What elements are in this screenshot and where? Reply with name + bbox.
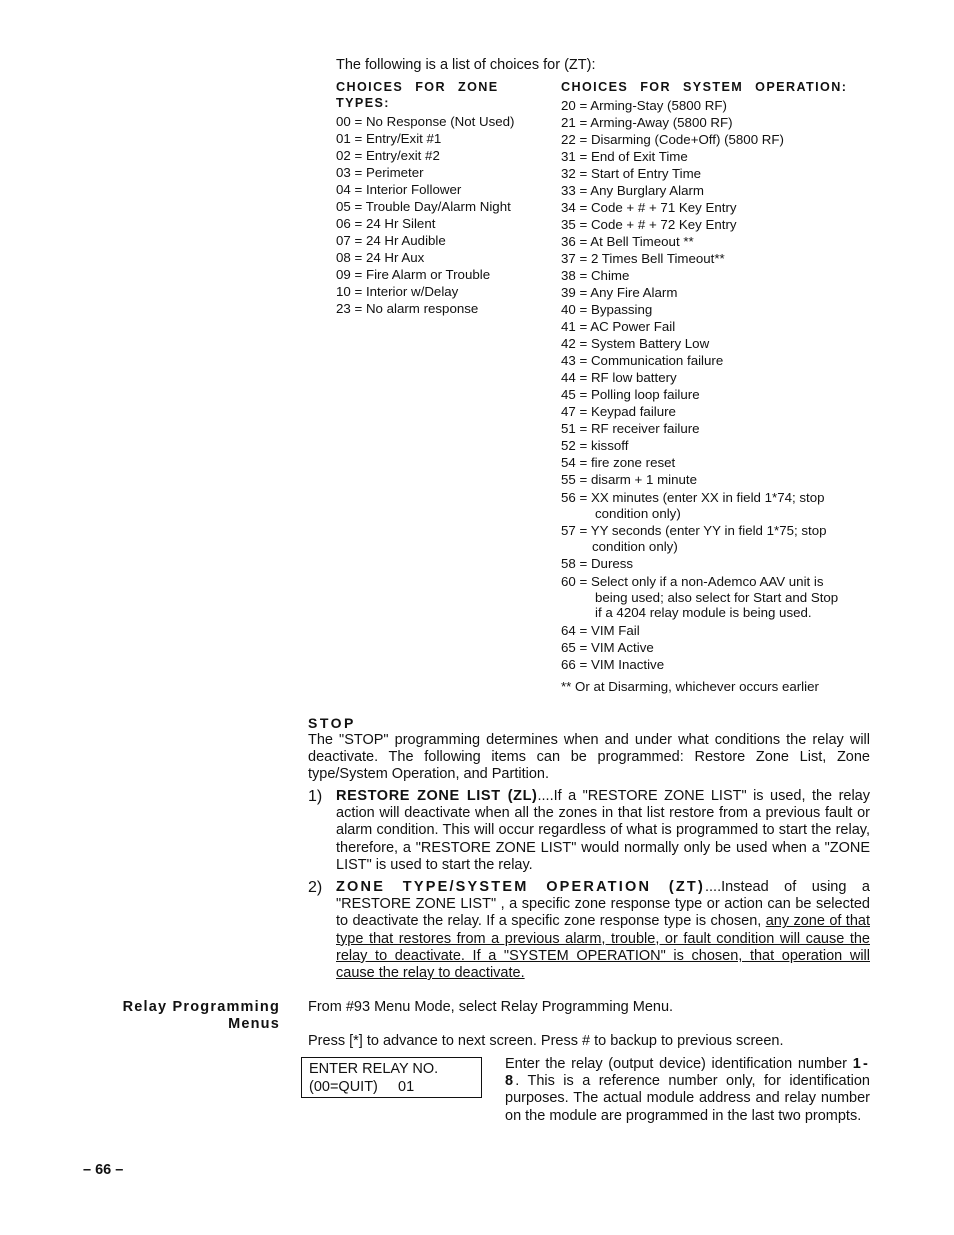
stop-paragraph: The "STOP" programming determines when and under what conditions the relay will deactivate. The following items can be programmed: Restore Zone List, Zone type/System Operation, and Partition. <box>308 732 870 783</box>
display-line-1: ENTER RELAY NO. <box>309 1061 439 1077</box>
relay-programming-side-heading: Relay Programming Menus <box>122 999 280 1032</box>
list-item: 33 = Any Burglary Alarm <box>561 183 705 198</box>
list-item: 20 = Arming-Stay (5800 RF) <box>561 98 727 113</box>
list-item: 21 = Arming-Away (5800 RF) <box>561 115 733 130</box>
list-item: 36 = At Bell Timeout ** <box>561 234 694 249</box>
list-item: 58 = Duress <box>561 556 634 571</box>
list-item: 03 = Perimeter <box>336 165 424 180</box>
list-item: 41 = AC Power Fail <box>561 319 676 334</box>
zone-type-system-operation-item <box>308 879 870 982</box>
list-item: 52 = kissoff <box>561 438 629 453</box>
item-text: ....If a "RESTORE ZONE LIST" is used, the relay action will deactivate when all the zones in that list restore from a previous fault or alarm condition. This will occur regardless of what is programmed to start the relay, therefore, a "RESTORE ZONE LIST" would normally only be used when a "ZONE LIST" is used to start the relay. <box>336 788 870 873</box>
list-item: 32 = Start of Entry Time <box>561 166 702 181</box>
list-item: 57 = YY seconds (enter YY in field 1*75; stop condition only) <box>561 523 827 554</box>
item-number: 2) <box>308 879 323 896</box>
list-item: 54 = fire zone reset <box>561 455 676 470</box>
list-item: 64 = VIM Fail <box>561 622 640 638</box>
display-line-2: (00=QUIT) 01 <box>309 1079 415 1095</box>
navigation-instruction: Press [*] to advance to next screen. Press # to backup to previous screen. <box>308 1033 784 1049</box>
list-item: 37 = 2 Times Bell Timeout** <box>561 251 725 266</box>
list-item: 43 = Communication failure <box>561 353 724 368</box>
menu-mode-instruction: From #93 Menu Mode, select Relay Programming Menu. <box>308 999 674 1015</box>
item-number: 1) <box>308 788 323 805</box>
list-item: 66 = VIM Inactive <box>561 656 665 672</box>
list-item: 00 = No Response (Not Used) <box>336 114 515 129</box>
list-item: 05 = Trouble Day/Alarm Night <box>336 199 511 214</box>
item-underlined-text: any zone of that type that restores from a previous alarm, trouble, or fault condition will cause the relay to deactivate. If a "SYSTEM OPERATION" is chosen, that operation will cause the relay to deactivate. <box>336 913 870 982</box>
list-item: 10 = Interior w/Delay <box>336 284 459 299</box>
keypad-display-box <box>301 1057 482 1098</box>
list-item: 06 = 24 Hr Silent <box>336 216 436 231</box>
list-item: 01 = Entry/Exit #1 <box>336 131 442 146</box>
relay-number-description: Enter the relay (output device) identification number 1-8. This is a reference number only, for identification purposes. The actual module address and relay number on the module are programmed in the last two prompts. <box>505 1056 870 1124</box>
list-item: 23 = No alarm response <box>336 301 479 316</box>
list-item: 02 = Entry/exit #2 <box>336 148 440 163</box>
system-operation-list <box>561 79 861 695</box>
list-item: 07 = 24 Hr Audible <box>336 233 446 248</box>
list-item: 34 = Code + # + 71 Key Entry <box>561 200 737 215</box>
list-item: 42 = System Battery Low <box>561 336 710 351</box>
list-item: 04 = Interior Follower <box>336 182 462 197</box>
list-item: 39 = Any Fire Alarm <box>561 285 678 300</box>
list-item: 22 = Disarming (Code+Off) (5800 RF) <box>561 132 784 147</box>
system-operation-heading: CHOICES FOR SYSTEM OPERATION: <box>561 80 848 94</box>
list-item: 47 = Keypad failure <box>561 404 676 419</box>
list-item: 45 = Polling loop failure <box>561 387 700 402</box>
stop-heading: STOP <box>308 715 356 731</box>
list-item: 08 = 24 Hr Aux <box>336 250 425 265</box>
list-item: 55 = disarm + 1 minute <box>561 472 697 487</box>
list-item: 56 = XX minutes (enter XX in field 1*74; stop condition only) <box>561 490 825 521</box>
zone-types-list <box>336 79 541 317</box>
list-item: 60 = Select only if a non-Ademco AAV unit is being used; also select for Start and Stop if a 4204 relay module is being used. <box>561 574 839 620</box>
restore-zone-list-item <box>308 788 870 874</box>
list-item: 09 = Fire Alarm or Trouble <box>336 267 491 282</box>
list-item: 51 = RF receiver failure <box>561 421 700 436</box>
zone-type-intro: The following is a list of choices for (ZT): <box>336 57 596 73</box>
list-item: 65 = VIM Active <box>561 639 654 655</box>
list-item: 38 = Chime <box>561 268 630 283</box>
list-item: 40 = Bypassing <box>561 302 653 317</box>
footnote: ** Or at Disarming, whichever occurs earlier <box>561 678 819 694</box>
item-title: ZONE TYPE/SYSTEM OPERATION (ZT) <box>336 879 705 895</box>
page-number: – 66 – <box>83 1162 124 1178</box>
zone-types-heading: CHOICES FOR ZONE TYPES: <box>336 80 499 110</box>
list-item: 35 = Code + # + 72 Key Entry <box>561 217 737 232</box>
item-title: RESTORE ZONE LIST (ZL) <box>336 788 538 804</box>
item-text: ....Instead of using a "RESTORE ZONE LIST" , a specific zone response type or action can be selected to deactivate the relay. If a specific zone response type is chosen, <box>336 879 870 930</box>
list-item: 44 = RF low battery <box>561 370 677 385</box>
list-item: 31 = End of Exit Time <box>561 149 688 164</box>
